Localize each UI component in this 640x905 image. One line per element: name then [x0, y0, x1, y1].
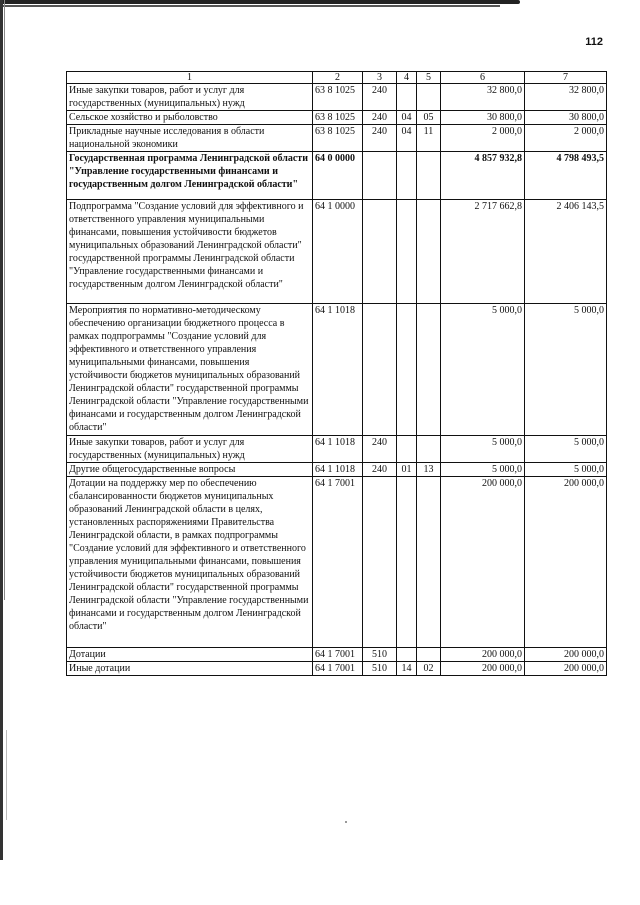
- row-sum-year2: 5 000,0: [525, 463, 607, 477]
- row-vr: 510: [363, 662, 397, 676]
- row-vr: [363, 477, 397, 648]
- row-sum-year1: 4 857 932,8: [441, 152, 525, 200]
- row-vr: [363, 152, 397, 200]
- table-row: [67, 436, 607, 463]
- row-csr: 64 1 1018: [313, 436, 363, 463]
- row-name: Иные закупки товаров, работ и услуг для государственных (муниципальных) нужд: [67, 436, 313, 463]
- row-vr: 510: [363, 648, 397, 662]
- row-sum-year1: 200 000,0: [441, 477, 525, 648]
- row-csr: 64 1 1018: [313, 304, 363, 436]
- row-sum-year2: 2 000,0: [525, 125, 607, 152]
- row-pr: [417, 200, 441, 304]
- row-sum-year1: 2 717 662,8: [441, 200, 525, 304]
- row-sum-year2: 4 798 493,5: [525, 152, 607, 200]
- row-csr: 63 8 1025: [313, 111, 363, 125]
- row-pr: [417, 477, 441, 648]
- row-pr: 11: [417, 125, 441, 152]
- row-rz: [397, 648, 417, 662]
- header-cell: 7: [525, 72, 607, 84]
- scan-border-left: [0, 0, 3, 860]
- header-cell: 4: [397, 72, 417, 84]
- row-pr: 02: [417, 662, 441, 676]
- row-csr: 64 1 0000: [313, 200, 363, 304]
- row-sum-year1: 2 000,0: [441, 125, 525, 152]
- row-name: Подпрограмма "Создание условий для эффективного и ответственного управления муниципальными финансами, повышения устойчивости бюджетов муниципальных образований Ленинградской области" государственной программы Ленинградской области "Управление государственными финансами и государственным долгом Ленинградской области": [67, 200, 313, 304]
- row-csr: 64 1 7001: [313, 477, 363, 648]
- row-csr: 63 8 1025: [313, 84, 363, 111]
- row-sum-year2: 200 000,0: [525, 662, 607, 676]
- table-row: [67, 648, 607, 662]
- row-sum-year2: 30 800,0: [525, 111, 607, 125]
- row-csr: 64 1 7001: [313, 648, 363, 662]
- row-sum-year2: 5 000,0: [525, 436, 607, 463]
- row-pr: [417, 304, 441, 436]
- row-rz: [397, 436, 417, 463]
- table-row: [67, 125, 607, 152]
- row-sum-year2: 32 800,0: [525, 84, 607, 111]
- row-vr: [363, 304, 397, 436]
- row-name: Иные дотации: [67, 662, 313, 676]
- row-sum-year1: 5 000,0: [441, 463, 525, 477]
- row-vr: 240: [363, 125, 397, 152]
- table-row: [67, 84, 607, 111]
- row-pr: [417, 152, 441, 200]
- row-rz: [397, 152, 417, 200]
- scan-border-left-inner: [4, 0, 5, 600]
- budget-table: [66, 71, 607, 676]
- row-rz: 01: [397, 463, 417, 477]
- row-name: Сельское хозяйство и рыболовство: [67, 111, 313, 125]
- table-header-row: [67, 72, 607, 84]
- row-rz: 14: [397, 662, 417, 676]
- row-rz: [397, 200, 417, 304]
- row-rz: [397, 84, 417, 111]
- header-cell: 2: [313, 72, 363, 84]
- row-sum-year1: 200 000,0: [441, 648, 525, 662]
- row-sum-year1: 30 800,0: [441, 111, 525, 125]
- table-row: [67, 662, 607, 676]
- row-vr: 240: [363, 436, 397, 463]
- row-sum-year1: 200 000,0: [441, 662, 525, 676]
- row-sum-year2: 5 000,0: [525, 304, 607, 436]
- row-vr: 240: [363, 84, 397, 111]
- header-cell: 5: [417, 72, 441, 84]
- row-vr: 240: [363, 463, 397, 477]
- row-sum-year1: 32 800,0: [441, 84, 525, 111]
- table-row: [67, 477, 607, 648]
- row-rz: 04: [397, 111, 417, 125]
- table-row: [67, 304, 607, 436]
- row-sum-year1: 5 000,0: [441, 304, 525, 436]
- row-rz: 04: [397, 125, 417, 152]
- row-name: Другие общегосударственные вопросы: [67, 463, 313, 477]
- page-number: 112: [585, 36, 603, 48]
- row-name: Иные закупки товаров, работ и услуг для государственных (муниципальных) нужд: [67, 84, 313, 111]
- row-vr: [363, 200, 397, 304]
- row-name: Прикладные научные исследования в области национальной экономики: [67, 125, 313, 152]
- row-sum-year2: 200 000,0: [525, 648, 607, 662]
- row-pr: [417, 84, 441, 111]
- row-vr: 240: [363, 111, 397, 125]
- header-cell: 3: [363, 72, 397, 84]
- scan-artifact-dot: [345, 821, 347, 823]
- row-pr: 05: [417, 111, 441, 125]
- row-csr: 64 1 1018: [313, 463, 363, 477]
- row-pr: 13: [417, 463, 441, 477]
- row-csr: 64 1 7001: [313, 662, 363, 676]
- header-cell: 6: [441, 72, 525, 84]
- row-rz: [397, 304, 417, 436]
- row-csr: 64 0 0000: [313, 152, 363, 200]
- row-name: Государственная программа Ленинградской области "Управление государственными финансами и государственным долгом Ленинградской области": [67, 152, 313, 200]
- scan-artifact-line: [6, 730, 7, 820]
- table-row: [67, 200, 607, 304]
- table-row: [67, 111, 607, 125]
- row-sum-year1: 5 000,0: [441, 436, 525, 463]
- row-sum-year2: 2 406 143,5: [525, 200, 607, 304]
- scan-border-top-inner: [0, 5, 500, 7]
- row-csr: 63 8 1025: [313, 125, 363, 152]
- table-row: [67, 152, 607, 200]
- row-pr: [417, 436, 441, 463]
- header-cell: 1: [67, 72, 313, 84]
- row-name: Дотации: [67, 648, 313, 662]
- row-name: Мероприятия по нормативно-методическому обеспечению организации бюджетного процесса в рамках подпрограммы "Создание условий для эффективного и ответственного управления муниципальными финансами, повышения устойчивости бюджетов муниципальных образований Ленинградской области" государственной программы Ленинградской области "Управление государственными финансами и государственным долгом Ленинградской области": [67, 304, 313, 436]
- row-pr: [417, 648, 441, 662]
- table-row: [67, 463, 607, 477]
- row-sum-year2: 200 000,0: [525, 477, 607, 648]
- scan-border-top: [0, 0, 520, 4]
- row-name: Дотации на поддержку мер по обеспечению сбалансированности бюджетов муниципальных образований Ленинградской области в целях, установленных распоряжениями Правительства Ленинградской области, в рамках подпрограммы "Создание условий для эффективного и ответственного управления муниципальными финансами, повышения устойчивости бюджетов муниципальных образований Ленинградской области" государственной программы Ленинградской области "Управление государственными финансами и государственным долгом Ленинградской области": [67, 477, 313, 648]
- row-rz: [397, 477, 417, 648]
